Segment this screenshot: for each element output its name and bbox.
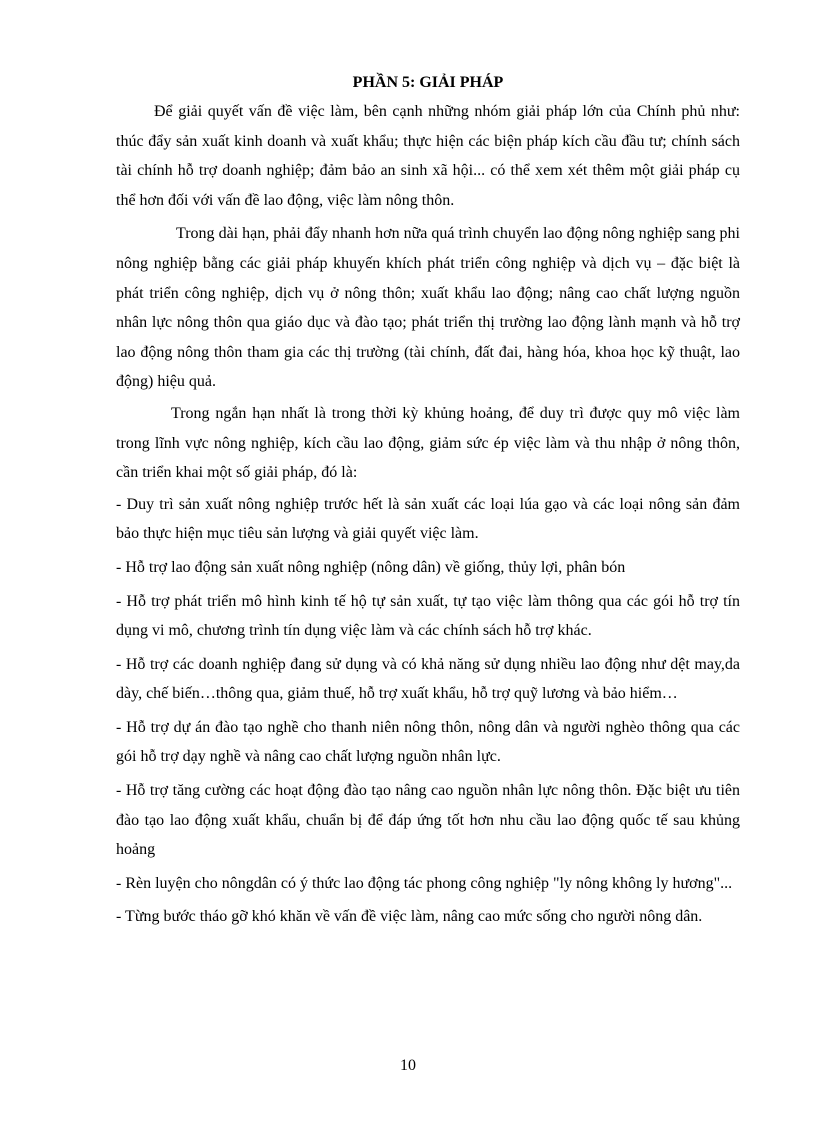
bullet-item: - Hỗ trợ phát triển mô hình kinh tế hộ tự sản xuất, tự tạo việc làm thông qua các gói hỗ trợ tín dụng vi mô, chương trình tín dụng việc làm và các chính sách hỗ trợ khác. xyxy=(116,592,740,640)
bullet-item: - Hỗ trợ dự án đào tạo nghề cho thanh niên nông thôn, nông dân và người nghèo thông qua các gói hỗ trợ dạy nghề và nâng cao chất lượng nguồn nhân lực. xyxy=(116,718,740,766)
bullet-item: - Từng bước tháo gỡ khó khăn về vấn đề việc làm, nâng cao mức sống cho người nông dân. xyxy=(116,908,703,926)
bullet-item: - Duy trì sản xuất nông nghiệp trước hết là sản xuất các loại lúa gạo và các loại nông sản đảm bảo thực hiện mục tiêu sản lượng và giải quyết việc làm. xyxy=(116,495,740,543)
page-number: 10 xyxy=(400,1057,416,1074)
bullet-item: - Hỗ trợ các doanh nghiệp đang sử dụng và có khả năng sử dụng nhiều lao động như dệt may,da dày, chế biến…thông qua, giảm thuế, hỗ trợ xuất khẩu, hỗ trợ quỹ lương và bảo hiểm… xyxy=(116,655,740,703)
section-title: PHẦN 5: GIẢI PHÁP xyxy=(352,74,504,91)
page-content xyxy=(116,72,740,936)
long-term-paragraph: Trong dài hạn, phải đẩy nhanh hơn nữa quá trình chuyển lao động nông nghiệp sang phi nông nghiệp bằng các giải pháp khuyến khích phát triển công nghiệp và dịch vụ – đặc biệt là phát triển công nghiệp, dịch vụ ở nông thôn; xuất khẩu lao động; nâng cao chất lượng nguồn nhân lực nông thôn qua giáo dục và đào tạo; phát triển thị trường lao động lành mạnh và hỗ trợ lao động nông thôn tham gia các thị trường (tài chính, đất đai, hàng hóa, khoa học kỹ thuật, lao động) hiệu quả. xyxy=(116,225,740,391)
intro-paragraph: Để giải quyết vấn đề việc làm, bên cạnh những nhóm giải pháp lớn của Chính phủ như: thúc đẩy sản xuất kinh doanh và xuất khẩu; thực hiện các biện pháp kích cầu đầu tư; chính sách tài chính hỗ trợ doanh nghiệp; đảm bảo an sinh xã hội... có thể xem xét thêm một giải pháp cụ thể hơn đối với vấn đề lao động, việc làm nông thôn. xyxy=(116,103,740,209)
short-term-paragraph: Trong ngắn hạn nhất là trong thời kỳ khủng hoảng, để duy trì được quy mô việc làm trong lĩnh vực nông nghiệp, kích cầu lao động, giảm sức ép việc làm và thu nhập ở nông thôn, cần triển khai một số giải pháp, đó là: xyxy=(116,404,740,482)
bullet-item: - Rèn luyện cho nôngdân có ý thức lao động tác phong công nghiệp "ly nông không ly hương"... xyxy=(116,874,733,892)
bullet-item: - Hỗ trợ lao động sản xuất nông nghiệp (nông dân) về giống, thủy lợi, phân bón xyxy=(116,558,626,576)
bullet-item: - Hỗ trợ tăng cường các hoạt động đào tạo nâng cao nguồn nhân lực nông thôn. Đặc biệt ưu tiên đào tạo lao động xuất khẩu, chuẩn bị để đáp ứng tốt hơn nhu cầu lao động quốc tế sau khủng hoảng xyxy=(116,782,740,859)
